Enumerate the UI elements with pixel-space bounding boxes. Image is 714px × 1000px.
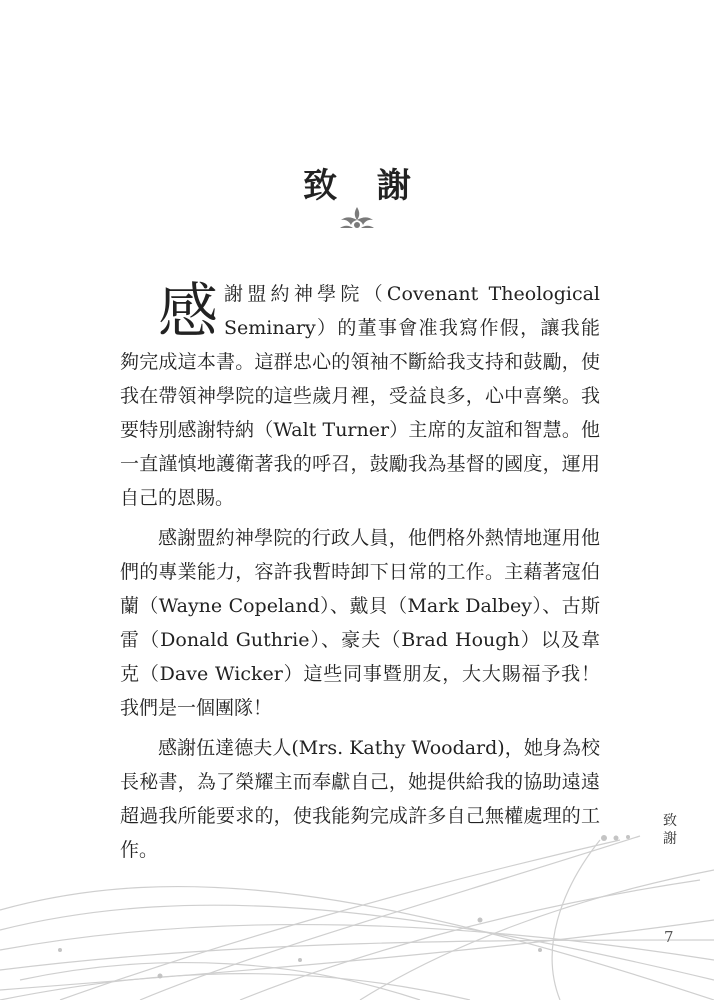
decorative-curves-background [0,800,714,1000]
page-number: 7 [664,928,674,946]
fleuron-ornament-icon [338,206,376,230]
paragraph-2: 感謝盟約神學院的行政人員，他們格外熱情地運用他們的專業能力，容許我暫時卸下日常的工作。主藉著寇伯蘭（Wayne Copeland）、戴貝（Mark Dalbey）、古斯雷（Donald Guthrie）、豪夫（Brad Hough）以及韋克（Dave Wicker）這些同事暨朋友，大大賜福予我！我們是一個團隊！ [120,527,600,719]
paragraph-1-text: 謝盟約神學院（Covenant Theological Seminary）的董事會准我寫作假，讓我能夠完成這本書。這群忠心的領袖不斷給我支持和鼓勵，使我在帶領神學院的這些歲月裡，受益良多，心中喜樂。我要特別感謝特納（Walt Turner）主席的友誼和智慧。他一直謹慎地護衛著我的呼召，鼓勵我為基督的國度，運用自己的恩賜。 [120,283,600,509]
body-text [120,277,600,873]
side-label-top: 致 [663,813,677,829]
side-label-bottom: 謝 [663,831,677,847]
paragraph-3: 感謝伍達德夫人(Mrs. Kathy Woodard)，她身為校長秘書，為了榮耀主而奉獻自己，她提供給我的協助遠遠超過我所能要求的，使我能夠完成許多自己無權處理的工作。 [120,737,600,861]
page-title: 致 謝 [303,166,425,206]
drop-cap: 感 [158,277,218,347]
paragraph-1 [120,277,600,515]
